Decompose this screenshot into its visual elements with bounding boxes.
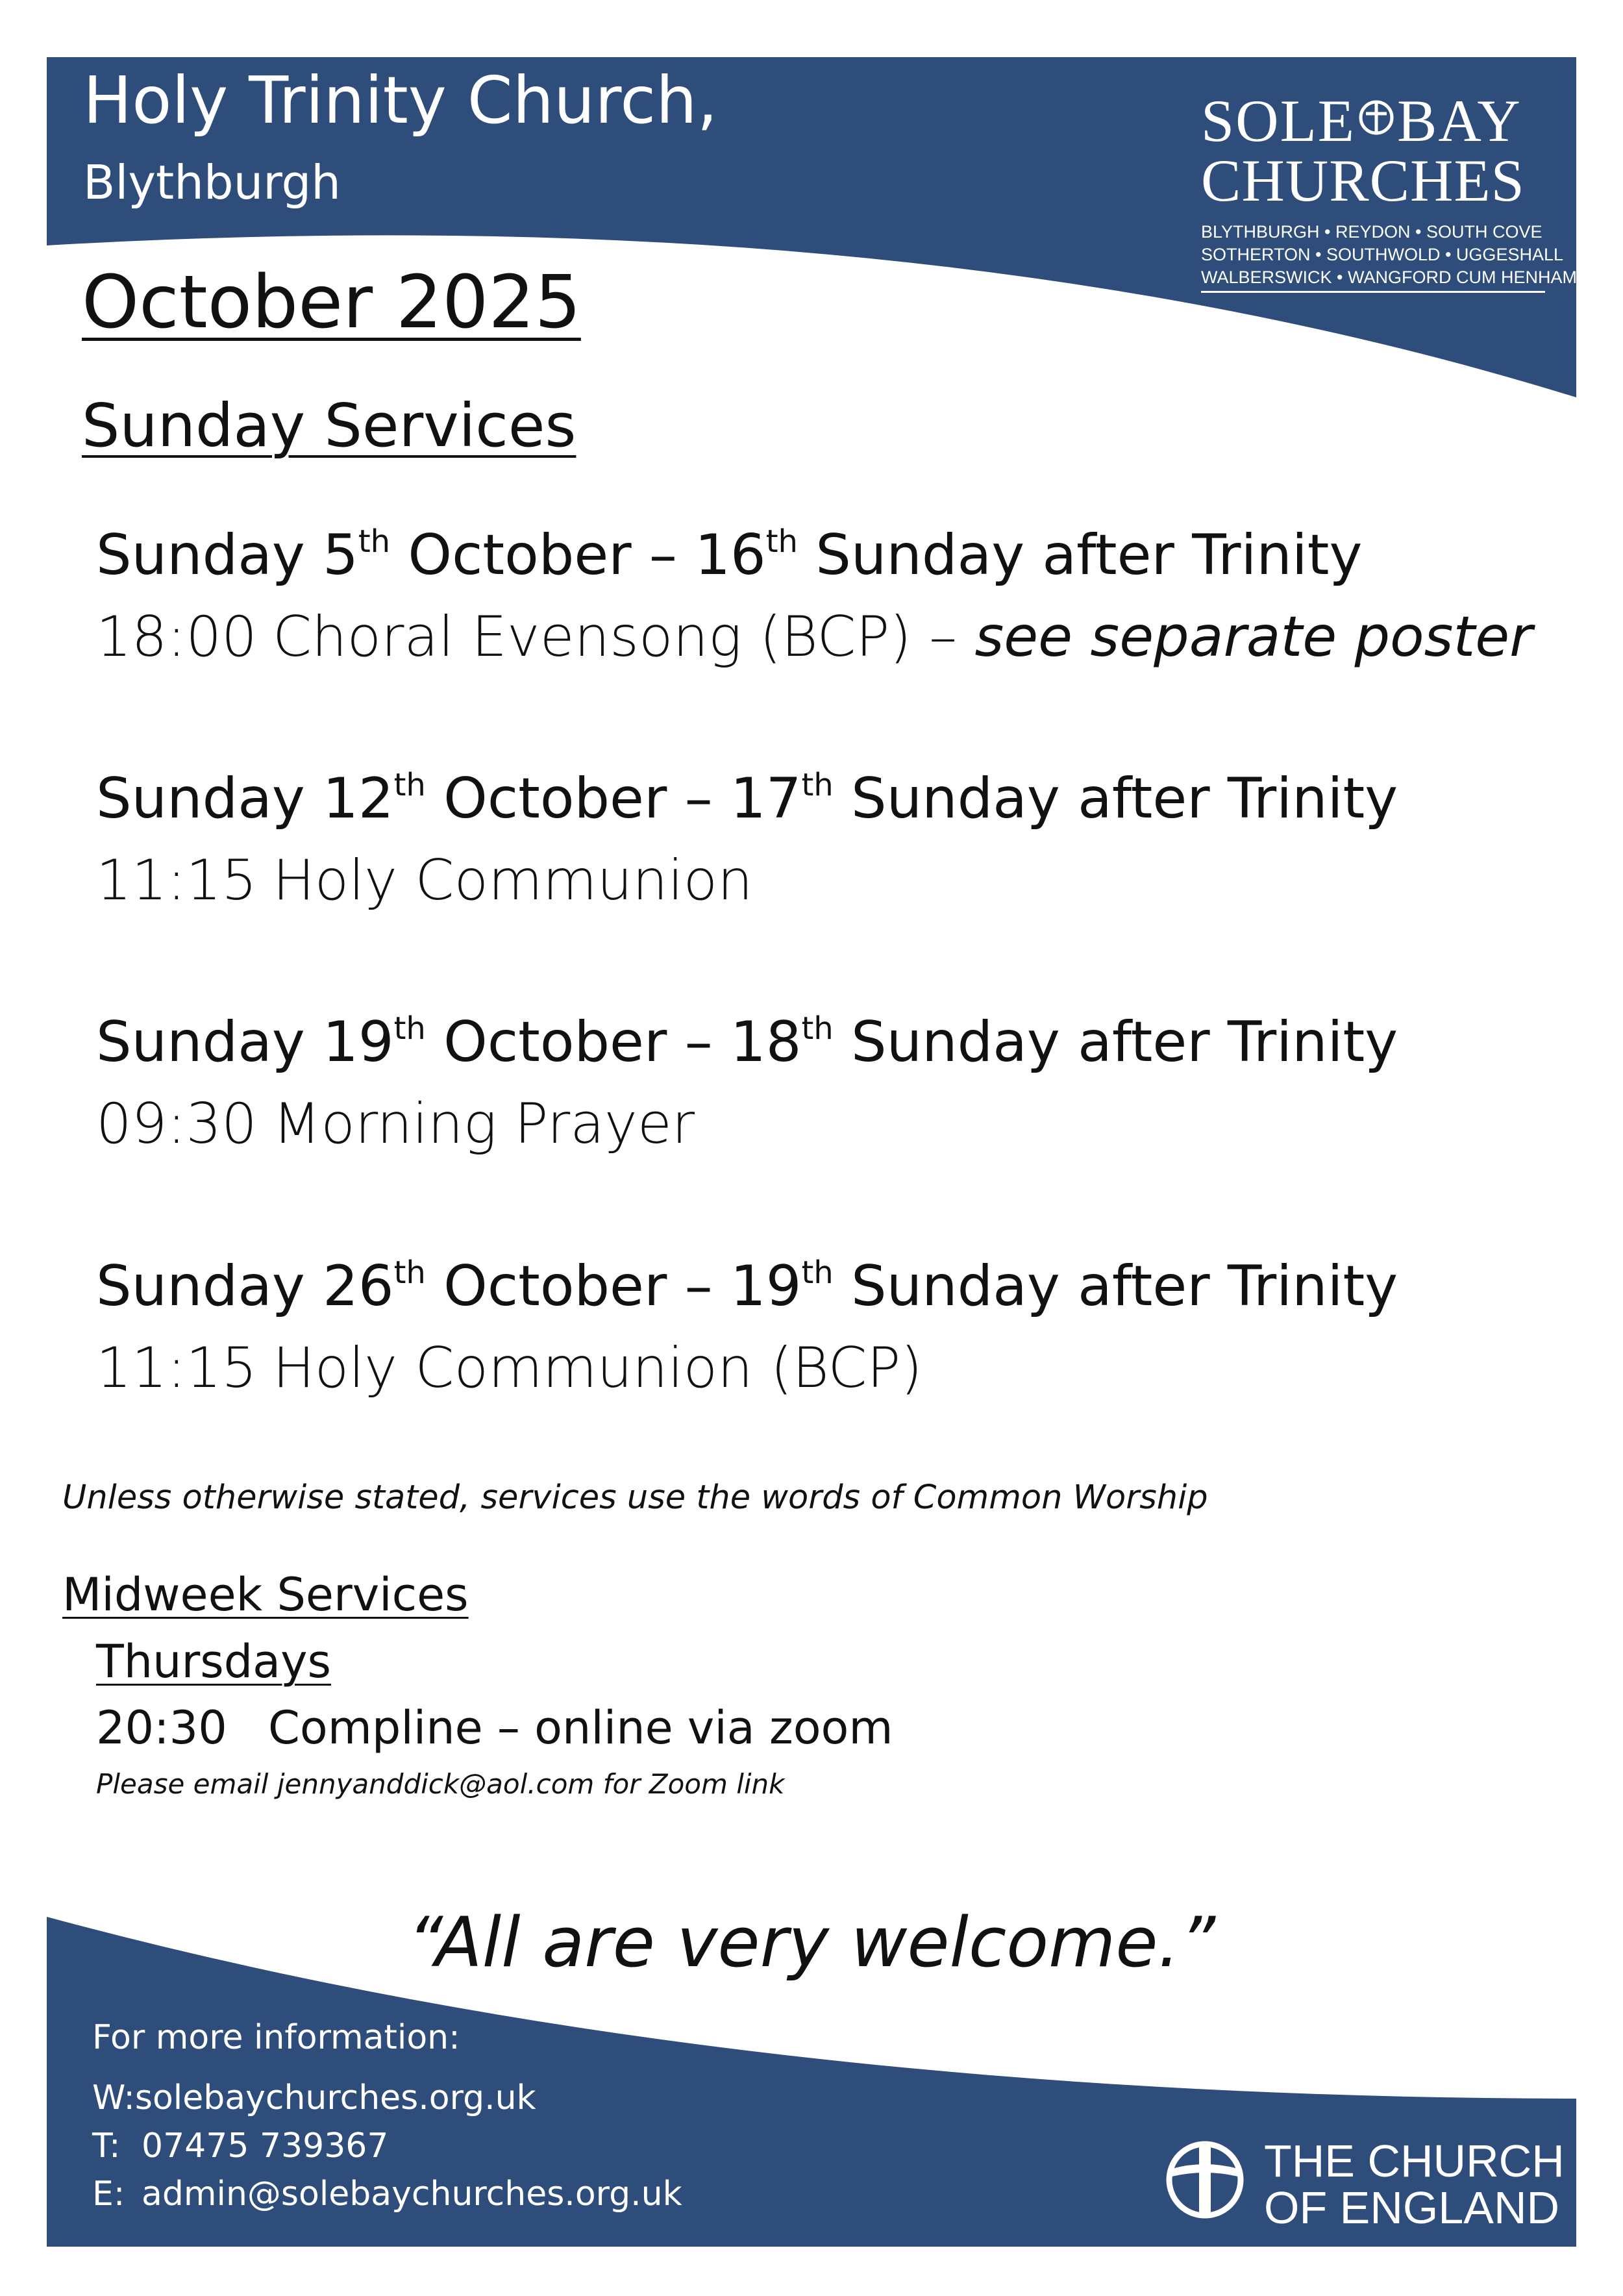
contact-label: E: <box>92 2175 125 2214</box>
welcome-quote: “All are very welcome.” <box>407 1903 1216 1982</box>
contact-website <box>92 2080 536 2117</box>
church-of-england-logo <box>1165 2131 1565 2235</box>
service-name: Holy Communion <box>273 848 753 913</box>
contact-email <box>92 2176 682 2213</box>
service-date-heading: Sunday 26th October – 19th Sunday after Trinity <box>96 1254 1398 1319</box>
sunday-services-heading: Sunday Services <box>82 391 576 460</box>
service-detail <box>96 606 1532 668</box>
logo-line2: CHURCHES <box>1201 147 1525 214</box>
logo-parish-line: SOTHERTON • SOUTHWOLD • UGGESHALL <box>1201 245 1563 265</box>
service-name: Holy Communion (BCP) <box>273 1336 923 1401</box>
service-date-heading: Sunday 12th October – 17th Sunday after Trinity <box>96 766 1398 831</box>
service-date-heading: Sunday 19th October – 18th Sunday after Trinity <box>96 1010 1398 1075</box>
service-time: 09:30 <box>96 1092 257 1156</box>
service-date-heading: Sunday 5th October – 16th Sunday after Trinity <box>96 523 1363 588</box>
church-of-england-wordmark <box>1264 2136 1565 2234</box>
coe-line: OF ENGLAND <box>1264 2182 1560 2234</box>
contact-label: T: <box>92 2127 121 2165</box>
church-of-england-cross-icon <box>1165 2140 1245 2219</box>
logo-word-sole: SOLE <box>1201 88 1356 154</box>
service-note: see separate poster <box>974 605 1533 669</box>
thursdays-heading: Thursdays <box>96 1635 331 1688</box>
service-time: 11:15 <box>96 848 257 913</box>
worship-note: Unless otherwise stated, services use the words of Common Worship <box>62 1479 1208 1517</box>
coe-line: THE CHURCH <box>1264 2136 1565 2186</box>
midweek-service-detail <box>96 1701 893 1754</box>
phone-number[interactable]: 07475 739367 <box>142 2127 389 2165</box>
month-heading: October 2025 <box>82 260 581 345</box>
service-time: 11:15 <box>96 1336 257 1401</box>
logo-parish-list <box>1201 221 1577 289</box>
cross-circle-icon <box>1358 99 1394 136</box>
service-detail <box>96 1093 695 1155</box>
email-link[interactable]: admin@solebaychurches.org.uk <box>142 2175 682 2214</box>
logo-parish-line: WALBERSWICK • WANGFORD CUM HENHAM <box>1201 268 1577 288</box>
logo-parish-line: BLYTHBURGH • REYDON • SOUTH COVE <box>1201 222 1542 242</box>
midweek-services-heading: Midweek Services <box>62 1568 469 1621</box>
contact-label: W: <box>92 2078 135 2117</box>
zoom-link-note: Please email jennyanddick@aol.com for Zoom link <box>96 1768 785 1800</box>
logo-line1 <box>1201 88 1522 154</box>
service-name: Compline – online via zoom <box>268 1701 893 1754</box>
website-link[interactable]: solebaychurches.org.uk <box>134 2078 536 2117</box>
service-time: 20:30 <box>96 1701 227 1754</box>
logo-word-bay: BAY <box>1397 88 1522 154</box>
service-detail <box>96 1338 923 1399</box>
contact-phone <box>92 2128 388 2165</box>
church-location: Blythburgh <box>83 155 341 210</box>
logo-underline <box>1201 291 1545 293</box>
info-heading: For more information: <box>92 2018 460 2057</box>
service-time: 18:00 <box>96 605 257 669</box>
service-name: Choral Evensong (BCP) – <box>273 605 975 669</box>
service-detail <box>96 850 753 912</box>
church-name: Holy Trinity Church, <box>83 62 718 138</box>
service-name: Morning Prayer <box>273 1092 695 1156</box>
